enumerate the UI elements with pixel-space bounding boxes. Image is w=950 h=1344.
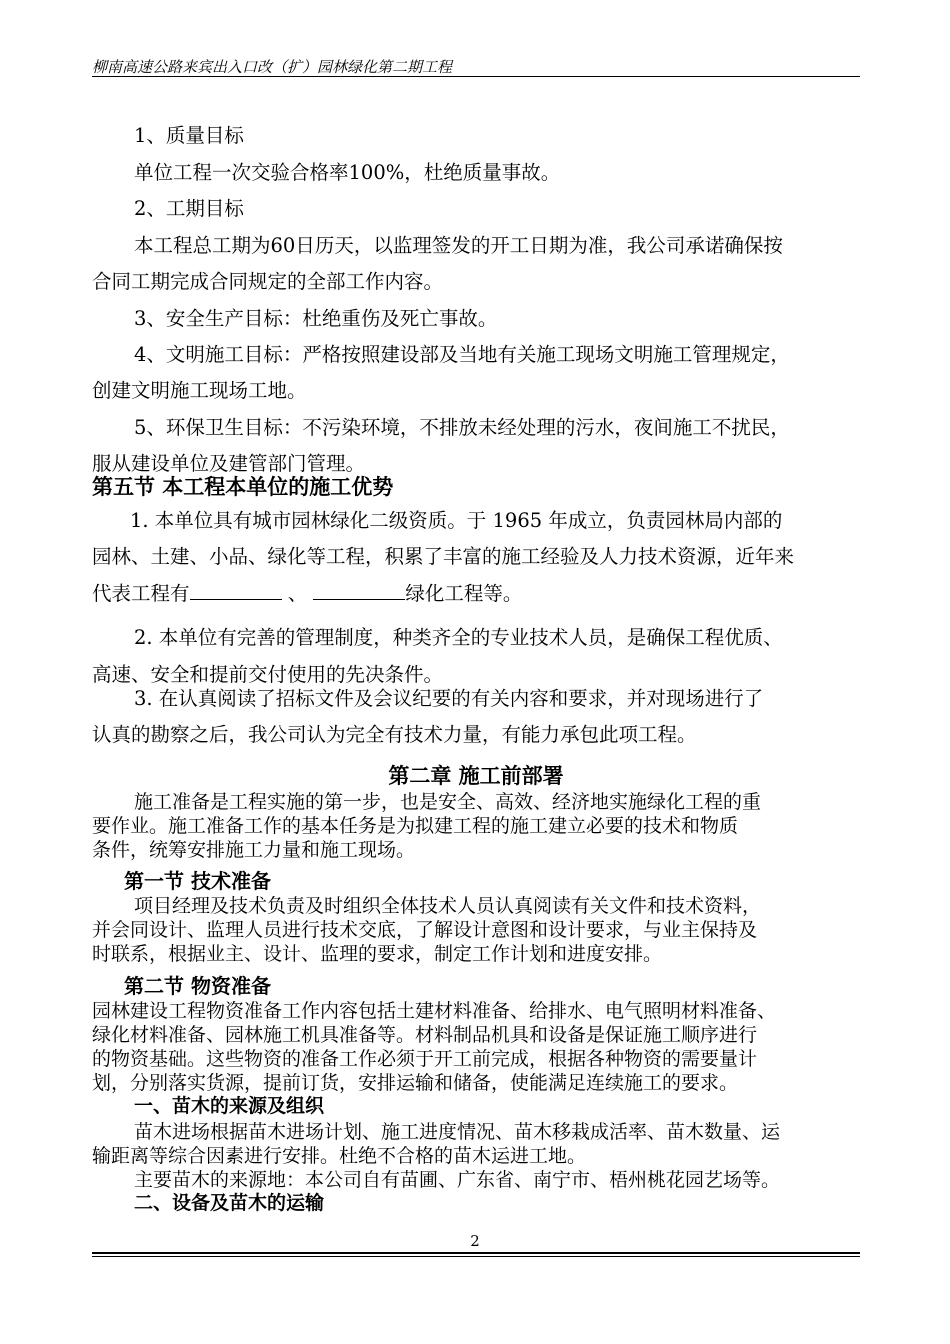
page-number: 2 — [470, 1232, 480, 1250]
quality-goal-heading: 1、质量目标 — [134, 124, 244, 147]
section5-p1-line1: 1. 本单位具有城市园林绿化二级资质。于 1965 年成立，负责园林局内部的 — [130, 509, 783, 532]
section5-p3-line1: 3. 在认真阅读了招标文件及会议纪要的有关内容和要求，并对现场进行了 — [134, 687, 764, 710]
env-goal-line2: 服从建设单位及建管部门管理。 — [92, 452, 366, 475]
representative-projects-suffix: 绿化工程等。 — [405, 582, 523, 605]
civil-goal-line1: 4、文明施工目标：严格按照建设部及当地有关施工现场文明施工管理规定， — [134, 343, 790, 366]
running-header: 柳南高速公路来宾出入口改（扩）园林绿化第二期工程 — [92, 58, 453, 76]
safety-goal: 3、安全生产目标：杜绝重伤及死亡事故。 — [134, 307, 498, 330]
material-prep-line3: 的物资基础。这些物资的准备工作必须于开工前完成，根据各种物资的需要量计 — [92, 1048, 758, 1070]
section5-p2-line1: 2. 本单位有完善的管理制度，种类齐全的专业技术人员，是确保工程优质、 — [134, 626, 783, 649]
transport-title: 二、设备及苗木的运输 — [134, 1192, 325, 1214]
footer-rule-thick — [92, 1252, 860, 1254]
header-rule — [92, 76, 860, 77]
project-blank-1 — [190, 579, 282, 600]
section5-title: 第五节 本工程本单位的施工优势 — [92, 475, 394, 499]
project-blank-2 — [313, 579, 405, 600]
chapter2-intro-line1: 施工准备是工程实施的第一步，也是安全、高效、经济地实施绿化工程的重 — [134, 791, 762, 813]
chapter2-intro-line2: 要作业。施工准备工作的基本任务是为拟建工程的施工建立必要的技术和物质 — [92, 815, 739, 837]
blank-separator: 、 — [281, 582, 314, 605]
seedling-source-line2: 输距离等综合因素进行安排。杜绝不合格的苗木运进工地。 — [92, 1145, 587, 1167]
chapter2-title: 第二章 施工前部署 — [388, 764, 564, 788]
representative-projects-label: 代表工程有 — [92, 582, 190, 605]
section5-p1-line3 — [92, 576, 860, 612]
seedling-source-line1: 苗木进场根据苗木进场计划、施工进度情况、苗木移栽成活率、苗木数量、运 — [134, 1121, 781, 1143]
schedule-goal-line2: 合同工期完成合同规定的全部工作内容。 — [92, 270, 444, 293]
tech-prep-line3: 时联系，根据业主、设计、监理的要求，制定工作计划和进度安排。 — [92, 943, 663, 965]
civil-goal-line2: 创建文明施工现场工地。 — [92, 379, 307, 402]
seedling-source-title: 一、苗木的来源及组织 — [134, 1095, 325, 1117]
material-prep-line4: 划，分别落实货源，提前订货，安排运输和储备，使能满足连续施工的要求。 — [92, 1072, 739, 1094]
seedling-source-line3: 主要苗木的来源地：本公司自有苗圃、广东省、南宁市、梧州桃花园艺场等。 — [134, 1169, 781, 1191]
schedule-goal-line1: 本工程总工期为60日历天，以监理签发的开工日期为准，我公司承诺确保按 — [134, 234, 783, 257]
material-prep-line2: 绿化材料准备、园林施工机具准备等。材料制品机具和设备是保证施工顺序进行 — [92, 1024, 758, 1046]
material-prep-title: 第二节 物资准备 — [124, 974, 271, 998]
schedule-goal-heading: 2、工期目标 — [134, 197, 244, 220]
section5-p1-line2: 园林、土建、小品、绿化等工程，积累了丰富的施工经验及人力技术资源，近年来 — [92, 545, 795, 568]
chapter2-intro-line3: 条件，统筹安排施工力量和施工现场。 — [92, 839, 416, 861]
tech-prep-line2: 并会同设计、监理人员进行技术交底，了解设计意图和设计要求，与业主保持及 — [92, 919, 758, 941]
tech-prep-line1: 项目经理及技术负责及时组织全体技术人员认真阅读有关文件和技术资料， — [134, 895, 762, 917]
env-goal-line1: 5、环保卫生目标：不污染环境，不排放未经处理的污水，夜间施工不扰民， — [134, 416, 790, 439]
section5-p3-line2: 认真的勘察之后，我公司认为完全有技术力量，有能力承包此项工程。 — [92, 723, 697, 746]
footer-rule-thin — [92, 1256, 860, 1257]
section5-p2-line2: 高速、安全和提前交付使用的先决条件。 — [92, 663, 444, 686]
tech-prep-title: 第一节 技术准备 — [124, 869, 271, 893]
material-prep-line1: 园林建设工程物资准备工作内容包括土建材料准备、给排水、电气照明材料准备、 — [92, 1000, 777, 1022]
quality-goal-text: 单位工程一次交验合格率100%，杜绝质量事故。 — [134, 161, 561, 184]
